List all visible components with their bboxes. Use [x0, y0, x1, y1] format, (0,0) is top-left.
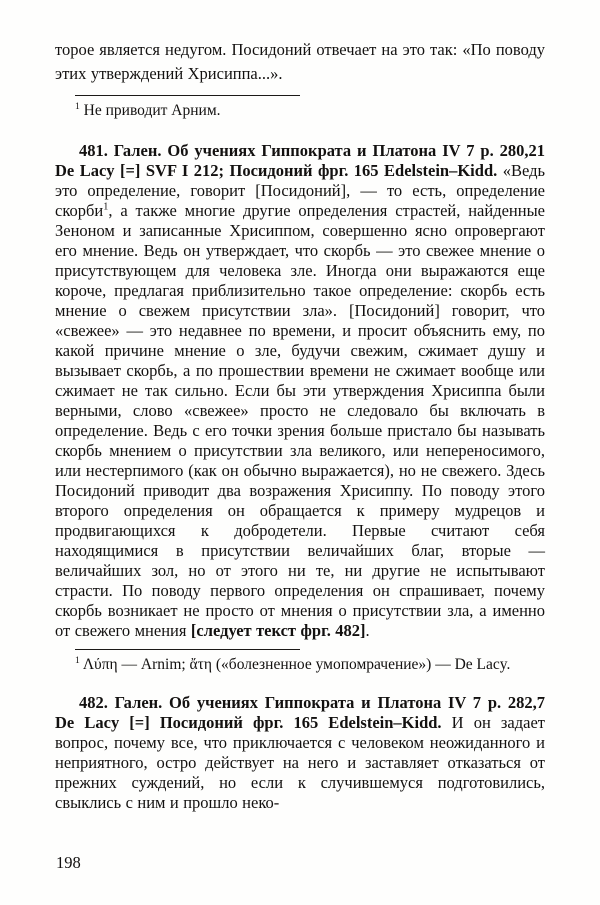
text-column [55, 38, 545, 813]
bold-text-segment: 482. Гален. Об учениях Гиппократа и Платона IV 7 p. 282,7 De Lacy [=] Посидоний фрг. 165 Edelstein–Kidd. [55, 693, 545, 732]
footnote-rule-1 [75, 95, 300, 96]
text-segment: «Ведь это определение, говорит [Посидоний], — то есть, определение скорби [55, 161, 545, 220]
page-number: 198 [56, 853, 81, 872]
text-segment: Не приводит Арним. [79, 102, 221, 119]
bold-text-segment: 481. Гален. Об учениях Гиппократа и Платона IV 7 p. 280,21 De Lacy [=] SVF I 212; Посидоний фрг. 165 Edelstein–Kidd. [55, 141, 545, 180]
continuation-paragraph [55, 38, 545, 86]
footnote-2 [55, 654, 545, 675]
footnote-marker: 1 [103, 201, 109, 213]
text-segment: . [365, 621, 370, 640]
footnote-1 [55, 100, 545, 121]
footnote-marker: 1 [75, 100, 80, 112]
footnote-rule-2 [75, 649, 300, 650]
fragment-481 [55, 141, 545, 641]
text-segment: Λύπη — Arnim; ἄτη («болезненное умопомрачение») — De Lacy. [79, 656, 511, 673]
fragment-482 [55, 693, 545, 813]
text-segment: , а также многие другие определения страстей, найденные Зеноном и записанные Хрисиппом, совершенно ясно опровергают его мнение. Ведь он утверждает, что скорбь — это свежее мнение о присутствующем для человека зле. Иногда они выражаются еще короче, предлагая приблизительно такое определение: скорбь есть мнение о свежем присутствии зла». [Посидоний] говорит, что «свежее» — это недавнее по времени, и просит объяснить ему, по какой причине мнение о зле, будучи свежим, сжимает душу и вызывает скорбь, а по прошествии времени не сжимает вообще или сжимает не так сильно. Если бы эти утверждения Хрисиппа были верными, слово «свежее» просто не следовало бы включать в определение. Ведь с его точки зрения больше пристало бы называть скорбь мнением о присутствии зла великого, или непереносимого, или нестерпимого (как он обычно выражается), но не свежего. Здесь Посидоний приводит два возражения Хрисиппу. По поводу этого второго определения он обращается к примеру мудрецов и продвигающихся к добродетели. Первые считают себя находящимися в присутствии величайших благ, вторые — величайших зол, но от этого ни те, ни другие не испытывают страсти. По поводу первого определения он спрашивает, почему скорбь возникает не просто от мнения о присутствии зла, а именно от свежего мнения [55, 201, 545, 640]
text-segment: торое является недугом. Посидоний отвечает на это так: «По поводу этих утверждений Хрисиппа...». [55, 40, 545, 83]
bold-text-segment: [следует текст фрг. 482] [190, 621, 366, 640]
footnote-marker: 1 [75, 654, 80, 666]
text-segment: И он задает вопрос, почему все, что приключается с человеком неожиданного и неприятного, остро действует на него и заставляет отказаться от прежних суждений, но если к случившемуся подготовились, свыклись с ним и прошло неко- [55, 713, 546, 812]
